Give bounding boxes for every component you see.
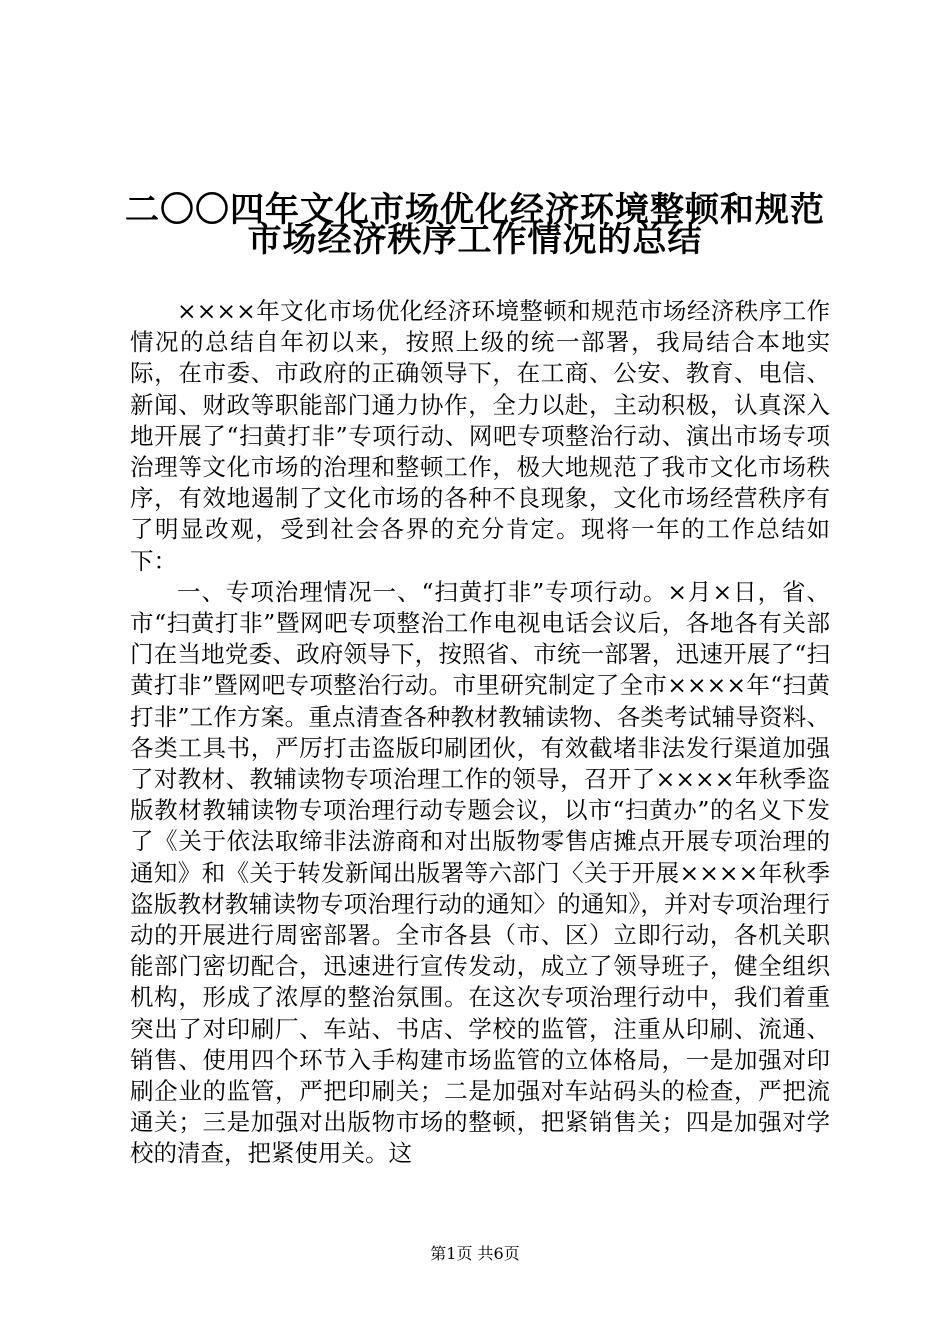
document-title-line-1: 二〇〇四年文化市场优化经济环境整顿和规范 (125, 190, 825, 230)
body-paragraph-section-1: 一、专项治理情况一、“扫黄打非”专项行动。×月×日，省、市“扫黄打非”暨网吧专项整治工作电视电话会议后，各地各有关部门在当地党委、政府领导下，按照省、市统一部署，迅速开展了“扫黄打非”暨网吧专项整治行动。市里研究制定了全市××××年“扫黄打非”工作方案。重点清查各种教材教辅读物、各类考试辅导资料、各类工具书，严厉打击盗版印刷团伙，有效截堵非法发行渠道加强了对教材、教辅读物专项治理工作的领导，召开了××××年秋季盗版教材教辅读物专项治理行动专题会议，以市“扫黄办”的名义下发了《关于依法取缔非法游商和对出版物零售店摊点开展专项治理的通知》和《关于转发新闻出版署等六部门〈关于开展××××年秋季盗版教材教辅读物专项治理行动的通知〉的通知》，并对专项治理行动的开展进行周密部署。全市各县（市、区）立即行动，各机关职能部门密切配合，迅速进行宣传发动，成立了领导班子，健全组织机构，形成了浓厚的整治氛围。在这次专项治理行动中，我们着重突出了对印刷厂、车站、书店、学校的监管，注重从印刷、流通、销售、使用四个环节入手构建市场监管的立体格局，一是加强对印刷企业的监管，严把印刷关；二是加强对车站码头的检查，严把流通关；三是加强对出版物市场的整顿，把紧销售关；四是加强对学校的清查，把紧使用关。这 (130, 577, 830, 1168)
page-number-footer: 第1页 共6页 (430, 1244, 520, 1263)
body-paragraph-intro: ××××年文化市场优化经济环境整顿和规范市场经济秩序工作情况的总结自年初以来，按照上级的统一部署，我局结合本地实际，在市委、市政府的正确领导下，在工商、公安、教育、电信、新闻、财政等职能部门通力协作，全力以赴，主动积极，认真深入地开展了“扫黄打非”专项行动、网吧专项整治行动、演出市场专项治理等文化市场的治理和整顿工作，极大地规范了我市文化市场秩序，有效地遏制了文化市场的各种不良现象，文化市场经营秩序有了明显改观，受到社会各界的充分肯定。现将一年的工作总结如下： (130, 297, 830, 575)
document-title-line-2: 市场经济秩序工作情况的总结 (247, 220, 703, 260)
document-body (130, 296, 830, 1170)
